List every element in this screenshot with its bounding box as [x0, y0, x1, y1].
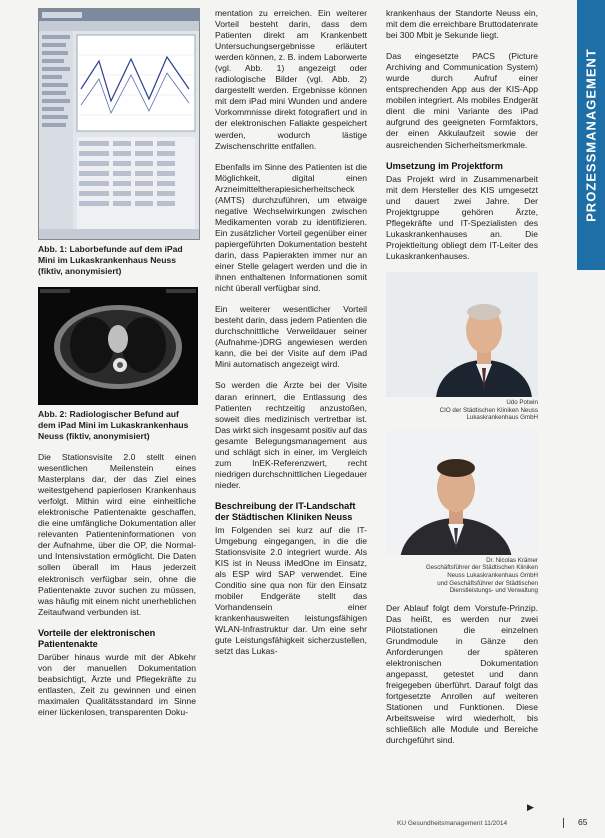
page-number: 65: [578, 817, 588, 827]
body-paragraph: Ebenfalls im Sinne des Patienten ist die Möglichkeit, digital einen Arzneimitteltherapiesicherheitscheck (AMTS) durchzuführen, um etwaige negative Wechselwirkungen zwischen Medikamenten vorab zu identifizieren. Ein zusätzlicher Vorteil gegenüber einer papiergeführten Dokumentation besteht darin, dass Papierakten immer nur an einer Stelle gelagert werden und die in ihnen enthaltenen Informationen somit nicht überall verfügbar sind.: [215, 161, 367, 294]
body-paragraph: So werden die Ärzte bei der Visite daran erinnert, die Entlassung des Patienten rechtzeitig anzustoßen, soweit dies medizinisch vertretbar ist. Das wirkt sich insgesamt positiv auf das gesamte Belegungsmanagement aus und schlägt sich in einer, im Vergleich zum InEK-Referenzwert, recht niedrigen durchschnittlichen Liegedauer nieder.: [215, 380, 367, 490]
ct-scan-screenshot: [38, 287, 198, 405]
portrait-photo-2: [386, 430, 538, 555]
body-paragraph: Im Folgenden sei kurz auf die IT-Umgebung eingegangen, in die die Stationsvisite 2.0 integriert wurde. Als KIS ist in Neuss iMedOne im Einsatz, als ESP wird SAP verwendet. Eine Conditio sine qua non für den Einsatz mobiler Endgeräte stellt das Vorhandensein einer krankenhausweiten leistungsfähigen WLAN-Infrastruktur dar. Um eine sehr gute Leistungsfähigkeit sicherzustellen, setzt das Lukas-: [215, 524, 367, 657]
body-paragraph: Ein weiterer wesentlicher Vorteil besteht darin, dass jedem Patienten die durchschnittliche Verweildauer seiner (Aufnahme-)DRG angewiesen werden kann, die bei der Visite auf dem iPad Mini automatisch angezeigt wird.: [215, 304, 367, 370]
column-3: [386, 8, 538, 756]
body-paragraph: mentation zu erreichen. Ein weiterer Vorteil besteht darin, dass dem Patienten direkt am Krankenbett Untersuchungsergebnisse erläutert werden können, z. B. indem Laborwerte (vgl. Abb. 1) angezeigt oder radiologische Bilder (vgl. Abb. 2) dargestellt werden. Ergebnisse können mit dem iPad mini Wunden und andere Vorkommnisse direkt fotografiert und in der elektronischen Fallakte gespeichert werden, wodurch lästige Zwischenschritte entfallen.: [215, 8, 367, 151]
body-paragraph: Der Ablauf folgt dem Vorstufe-Prinzip. Das heißt, es werden nur zwei Pilotstationen die einzelnen Grundmodule in Gänze den Anforderungen der späteren elektronischen Dokumentation angepasst, getestet und dann freigegeben überführt. Darauf folgt das fortgesetzte Anrollen auf weiteren Stationen und Funktionen. Diese Arbeitsweise wird wiederholt, bis schließlich alle Module und Bereiche durchgeführt sind.: [386, 602, 538, 746]
continue-arrow-icon: ▶: [527, 802, 534, 812]
portrait-image: [386, 430, 538, 555]
photo-2-caption: Dr. Nicolas Krämer Geschäftsführer der Städtischen Kliniken Neuss Lukaskrankenhaus GmbH und Geschäftsführer der Städtischen Dienstleistungs- und Verwaltung: [425, 556, 538, 595]
section-heading: Umsetzung im Projektform: [386, 160, 503, 171]
body-paragraph: Das Projekt wird in Zusammenarbeit mit dem Hersteller des KIS umgesetzt und dauert zwei Jahre. Der Projektgruppe gehören Ärzte, Pflegekräfte und IT-Spezialisten des Lukaskrankenhauses an. Die Projektleitung obliegt dem IT-Leiter des Lukaskrankenhauses.: [386, 173, 538, 261]
section-heading: Beschreibung der IT-Landschaft der Städtischen Kliniken Neuss: [215, 500, 356, 522]
body-paragraph: Die Stationsvisite 2.0 stellt einen wesentlichen Meilenstein eines Masterplans dar, der das Ziel eines weitestgehend papierlosen Krankenhaus verfolgt. Mithin wird eine einheitliche elektronische Patientenakte geschaffen, die eine umfängliche Dokumentation aller relevanten Patienteninformationen von der Aufnahme, über die OP, die Normal- und Intensivstation ermöglicht. Die Daten sollen überall im Haus jederzeit elektronisch verfügbar sein, ohne die Patientenakte zuvor suchen zu müssen, was häufig mit einem nicht unerheblichen Zeitaufwand verbunden ist.: [38, 452, 196, 617]
lab-results-figure: [39, 9, 199, 239]
figure-2-caption: Abb. 2: Radiologischer Befund auf dem iPad Mini im Lukaskrankenhaus Neuss (fiktiv, anonymisiert): [38, 409, 189, 441]
figure-1-caption: Abb. 1: Laborbefunde auf dem iPad Mini im Lukaskrankenhaus Neuss (fiktiv, anonymisiert): [38, 244, 183, 276]
body-paragraph: Das eingesetzte PACS (Picture Archiving and Communication System) wurde durch Aufruf einer entsprechenden App aus der KIS-App mobilen integriert. Als mobiles Endgerät dient die mini Variante des iPad aufgrund des geeigneten Formfaktors, der einen Akkulaufzeit sowie der ausreichenden Sicherheitsmerkmale.: [386, 51, 538, 150]
footer-divider: [563, 818, 564, 828]
portrait-photo-1: [386, 272, 538, 397]
section-label: PROZESSMANAGEMENT: [583, 48, 599, 222]
lab-results-screenshot: [38, 8, 200, 240]
column-2: [215, 8, 367, 667]
footer-publication: KU Gesundheitsmanagement 11/2014: [397, 820, 508, 827]
section-sidebar: [577, 0, 605, 270]
section-heading: Vorteile der elektronischen Patientenakte: [38, 627, 156, 649]
ct-scan-figure: [38, 287, 198, 405]
body-paragraph: Darüber hinaus wurde mit der Abkehr von der manuellen Dokumentation beabsichtigt, Ärzte und Pflegekräfte zu entlasten, Zeit zu gewinnen und einen maximalen Qualitätsstandard im Sinne einer lückenlosen, transparenten Doku-: [38, 651, 196, 717]
portrait-image: [386, 272, 538, 397]
photo-1-caption: Udo Potwin CIO der Städtischen Kliniken Neuss Lukaskrankenhaus GmbH: [439, 398, 538, 422]
body-paragraph: krankenhaus der Standorte Neuss ein, mit dem die erreichbare Bruttodatenrate bei 300 Mbit je Sekunde liegt.: [386, 8, 538, 41]
column-1: [38, 8, 196, 728]
